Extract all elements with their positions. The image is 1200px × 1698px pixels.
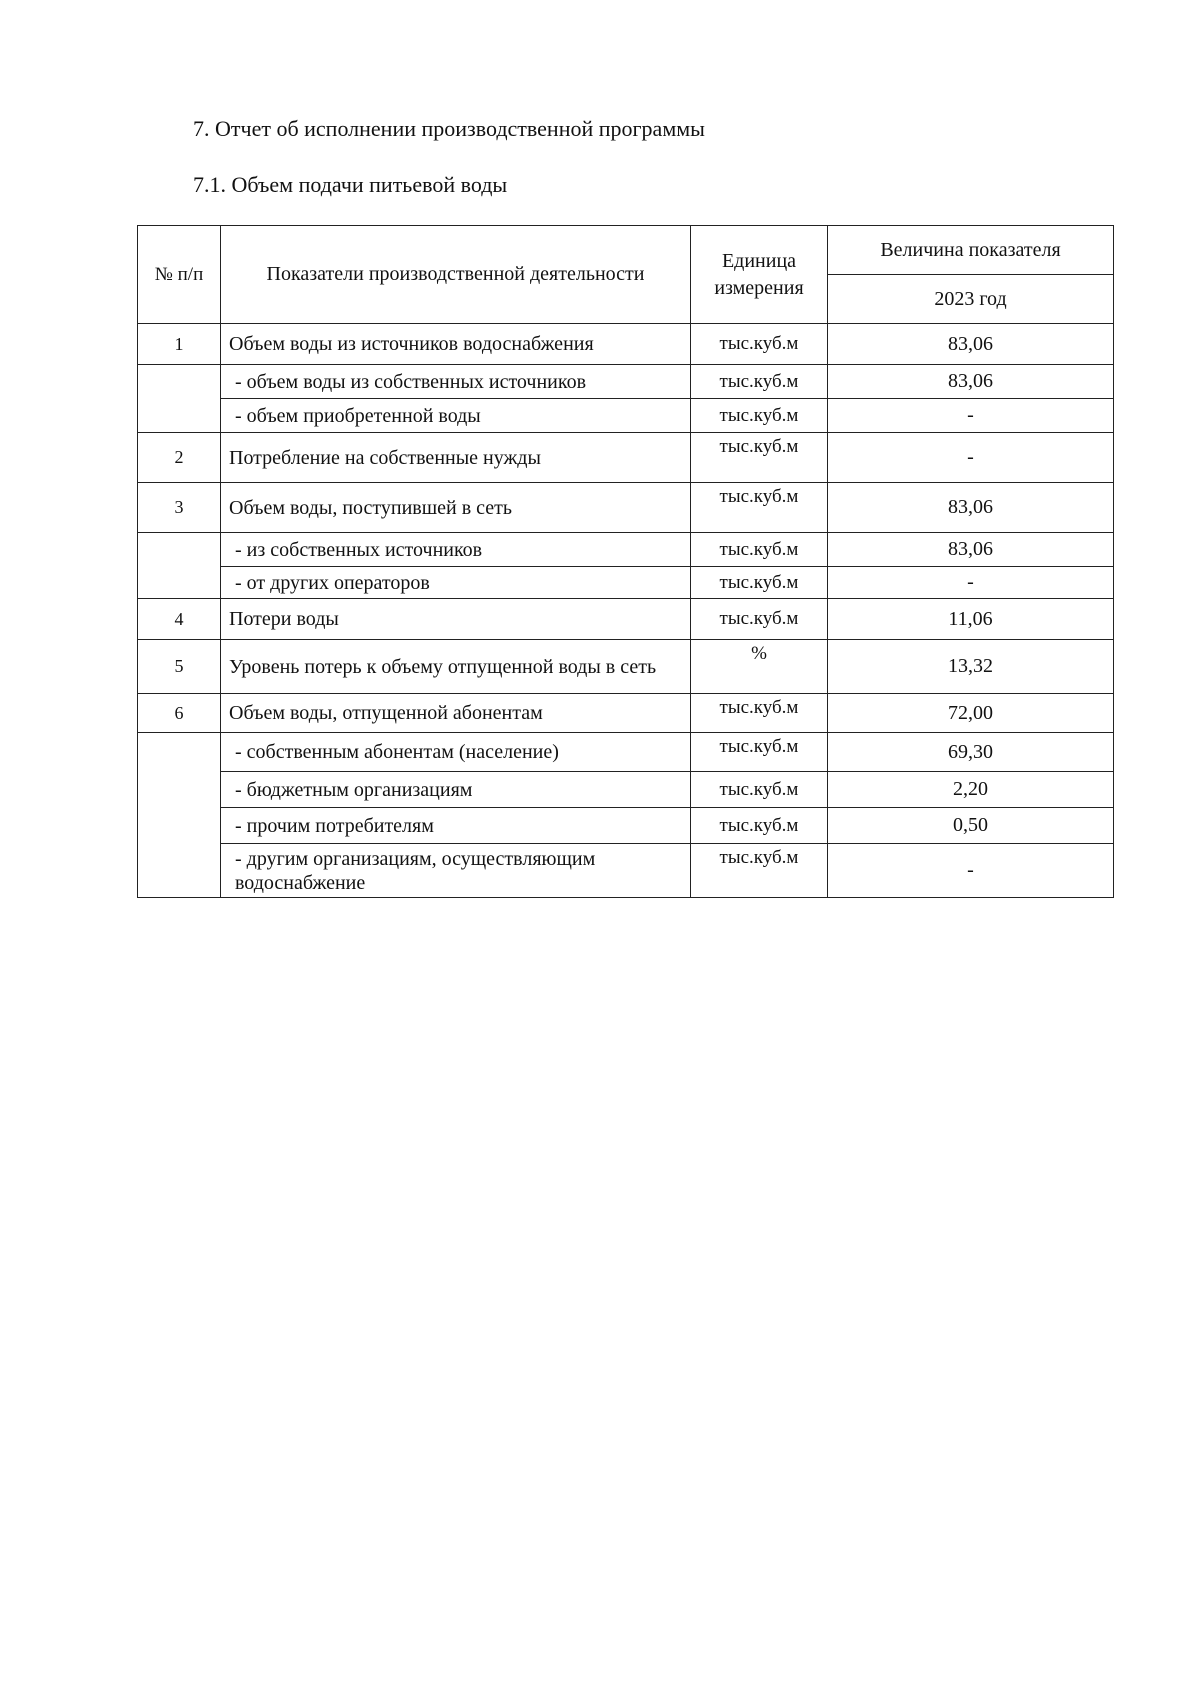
table-row xyxy=(138,399,1114,433)
table-row xyxy=(138,365,1114,399)
row-number: 1 xyxy=(138,324,221,365)
row-name: - прочим потребителям xyxy=(221,808,691,844)
table-header-row xyxy=(138,226,1114,275)
row-number: 4 xyxy=(138,599,221,640)
row-unit: % xyxy=(691,640,828,694)
row-number xyxy=(138,733,221,898)
table-row xyxy=(138,808,1114,844)
row-number xyxy=(138,533,221,599)
row-unit: тыс.куб.м xyxy=(691,399,828,433)
row-name: - из собственных источников xyxy=(221,533,691,567)
column-header-name: Показатели производственной деятельности xyxy=(221,226,691,324)
row-name: Потребление на собственные нужды xyxy=(221,433,691,483)
table-row xyxy=(138,433,1114,483)
row-value: - xyxy=(828,844,1114,898)
row-name: - от других операторов xyxy=(221,567,691,599)
row-unit: тыс.куб.м xyxy=(691,483,828,533)
row-name: - другим организациям, осуществляющим водоснабжение xyxy=(221,844,691,898)
row-number: 6 xyxy=(138,694,221,733)
column-header-value-group: Величина показателя xyxy=(828,226,1114,275)
row-name: Объем воды, отпущенной абонентам xyxy=(221,694,691,733)
table-row xyxy=(138,599,1114,640)
row-value: 0,50 xyxy=(828,808,1114,844)
column-header-year: 2023 год xyxy=(828,275,1114,324)
row-unit: тыс.куб.м xyxy=(691,733,828,772)
row-value: 69,30 xyxy=(828,733,1114,772)
row-number: 3 xyxy=(138,483,221,533)
table-row xyxy=(138,694,1114,733)
row-value: 72,00 xyxy=(828,694,1114,733)
row-value: - xyxy=(828,567,1114,599)
row-number xyxy=(138,365,221,433)
row-unit: тыс.куб.м xyxy=(691,808,828,844)
row-number: 2 xyxy=(138,433,221,483)
section-title: 7. Отчет об исполнении производственной программы xyxy=(193,116,705,141)
table-row xyxy=(138,640,1114,694)
column-header-num: № п/п xyxy=(138,226,221,324)
table-row xyxy=(138,533,1114,567)
row-name: - собственным абонентам (население) xyxy=(221,733,691,772)
row-value: 83,06 xyxy=(828,483,1114,533)
table-row xyxy=(138,733,1114,772)
row-name: - бюджетным организациям xyxy=(221,772,691,808)
row-unit: тыс.куб.м xyxy=(691,567,828,599)
column-header-unit: Единица измерения xyxy=(691,226,828,324)
row-value: 13,32 xyxy=(828,640,1114,694)
table-row xyxy=(138,483,1114,533)
row-value: - xyxy=(828,399,1114,433)
row-value: 83,06 xyxy=(828,533,1114,567)
row-name: - объем приобретенной воды xyxy=(221,399,691,433)
row-unit: тыс.куб.м xyxy=(691,772,828,808)
row-unit: тыс.куб.м xyxy=(691,365,828,399)
row-name: Уровень потерь к объему отпущенной воды в сеть xyxy=(221,640,691,694)
row-value: 83,06 xyxy=(828,324,1114,365)
row-value: 2,20 xyxy=(828,772,1114,808)
table-row xyxy=(138,844,1114,898)
row-unit: тыс.куб.м xyxy=(691,844,828,898)
row-number: 5 xyxy=(138,640,221,694)
table-row xyxy=(138,772,1114,808)
row-name: - объем воды из собственных источников xyxy=(221,365,691,399)
row-value: 83,06 xyxy=(828,365,1114,399)
row-unit: тыс.куб.м xyxy=(691,324,828,365)
row-name: Объем воды из источников водоснабжения xyxy=(221,324,691,365)
row-unit: тыс.куб.м xyxy=(691,599,828,640)
row-name: Потери воды xyxy=(221,599,691,640)
row-name: Объем воды, поступившей в сеть xyxy=(221,483,691,533)
row-unit: тыс.куб.м xyxy=(691,533,828,567)
row-unit: тыс.куб.м xyxy=(691,433,828,483)
row-value: - xyxy=(828,433,1114,483)
row-value: 11,06 xyxy=(828,599,1114,640)
subsection-title: 7.1. Объем подачи питьевой воды xyxy=(193,172,508,197)
row-unit: тыс.куб.м xyxy=(691,694,828,733)
table-row xyxy=(138,324,1114,365)
table-row xyxy=(138,567,1114,599)
water-supply-table xyxy=(137,225,1114,898)
